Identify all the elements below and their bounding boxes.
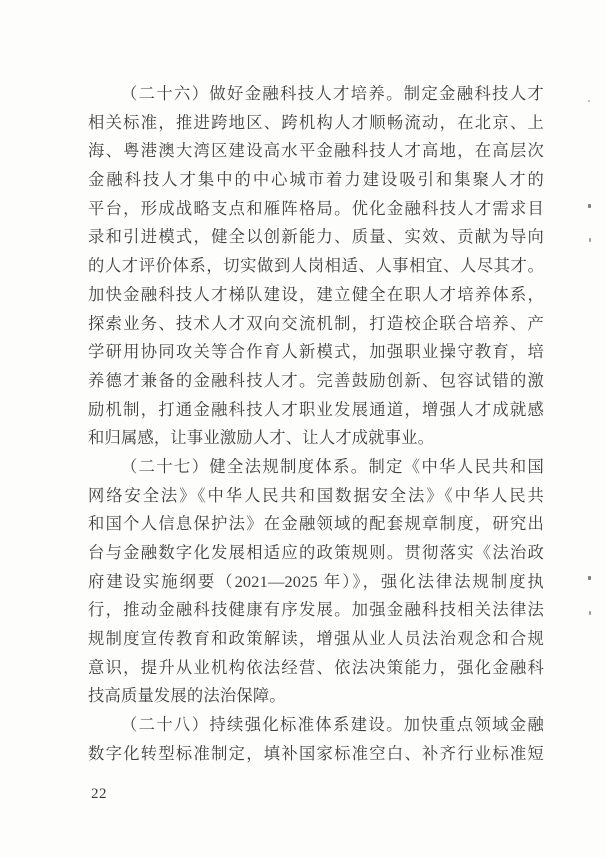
text-line: 养德才兼备的金融科技人才。完善鼓励创新、包容试错的激 bbox=[88, 370, 544, 390]
scan-speck bbox=[589, 611, 591, 615]
text-line: （二十六）做好金融科技人才培养。制定金融科技人才 bbox=[121, 84, 544, 103]
text-line: 台与金融数字化发展相适应的政策规则。贯彻落实《法治政 bbox=[88, 543, 544, 562]
page-number: 22 bbox=[91, 786, 107, 802]
text-line: 金融科技人才集中的中心城市着力建设吸引和集聚人才的 bbox=[88, 170, 544, 190]
text-line: 技高质量发展的法治保障。 bbox=[88, 686, 286, 706]
text-line: 的人才评价体系，切实做到人岗相适、人事相宜、人尽其才。 bbox=[88, 256, 544, 276]
text-line: （二十八）持续强化标准体系建设。加快重点领域金融 bbox=[121, 715, 544, 735]
scan-speck bbox=[589, 238, 591, 242]
text-line: 海、粤港澳大湾区建设高水平金融科技人才高地，在高层次 bbox=[88, 141, 544, 161]
text-line: 意识，提升从业机构依法经营、依法决策能力，强化金融科 bbox=[88, 657, 544, 677]
text-line: 录和引进模式，健全以创新能力、质量、实效、贡献为导向 bbox=[88, 227, 544, 247]
scan-speck bbox=[588, 204, 591, 208]
text-line: 学研用协同攻关等合作育人新模式，加强职业操守教育，培 bbox=[88, 342, 544, 362]
text-line: 平台，形成战略支点和雁阵格局。优化金融科技人才需求目 bbox=[88, 198, 544, 218]
text-line: （二十七）健全法规制度体系。制定《中华人民共和国 bbox=[121, 456, 544, 476]
text-line: 和国个人信息保护法》在金融领域的配套规章制度，研究出 bbox=[88, 514, 544, 534]
text-line: 加快金融科技人才梯队建设，建立健全在职人才培养体系， bbox=[88, 284, 544, 304]
text-line: 数字化转型标准制定，填补国家标准空白、补齐行业标准短 bbox=[88, 743, 544, 763]
text-line: 府建设实施纲要（2021—2025 年）》，强化法律法规制度执 bbox=[88, 571, 544, 591]
text-line: 规制度宣传教育和政策解读，增强从业人员法治观念和合规 bbox=[88, 629, 544, 649]
text-line: 励机制，打通金融科技人才职业发展通道，增强人才成就感 bbox=[88, 399, 544, 419]
text-line: 相关标准，推进跨地区、跨机构人才顺畅流动，在北京、上 bbox=[88, 112, 544, 132]
document-body bbox=[88, 80, 544, 769]
scan-speck bbox=[588, 100, 590, 102]
text-line: 和归属感，让事业激励人才、让人才成就事业。 bbox=[88, 428, 435, 448]
text-line: 网络安全法》《中华人民共和国数据安全法》《中华人民共 bbox=[88, 485, 544, 505]
scan-speck bbox=[588, 576, 591, 580]
text-line: 探索业务、技术人才双向交流机制，打造校企联合培养、产 bbox=[88, 313, 544, 333]
text-line: 行，推动金融科技健康有序发展。加强金融科技相关法律法 bbox=[88, 600, 544, 620]
